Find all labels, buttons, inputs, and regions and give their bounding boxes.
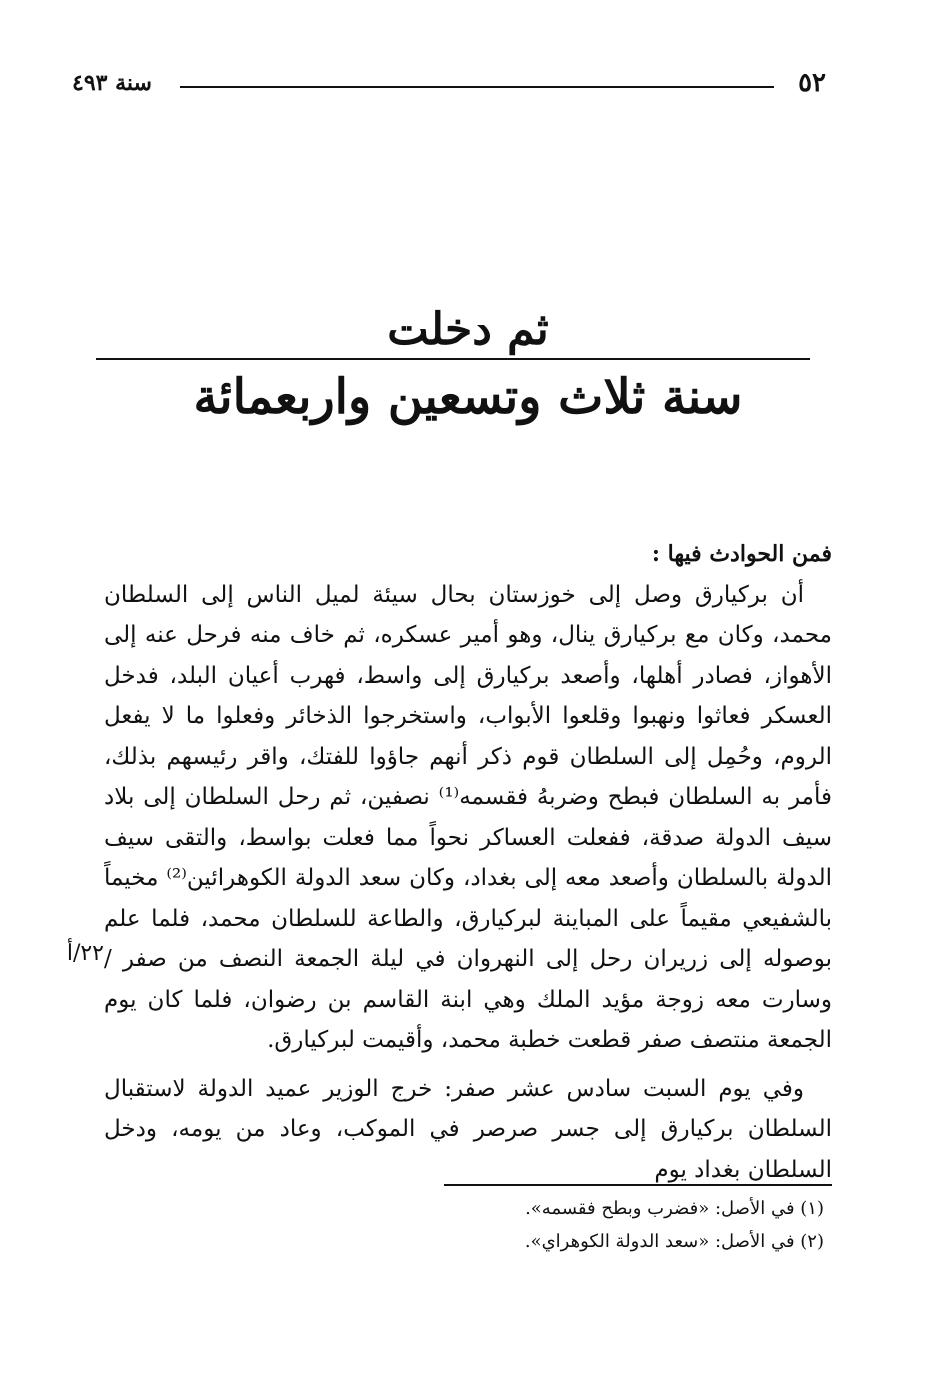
chapter-title-line2: سنة ثلاث وتسعين واربعمائة [193, 369, 743, 425]
running-title: سنة ٤٩٣ [72, 70, 152, 96]
chapter-divider [96, 358, 810, 360]
footnotes [104, 1192, 824, 1258]
page-number: ٥٢ [798, 68, 826, 98]
chapter-title-line1: ثم دخلت [387, 304, 549, 355]
footnote-1: (١) في الأصل: «فضرب وبطح فقسمه». [525, 1198, 824, 1219]
footnote-2: (٢) في الأصل: «سعد الدولة الكوهراي». [524, 1231, 824, 1252]
section-heading: فمن الحوادث فيها : [651, 541, 832, 567]
body-text [104, 534, 832, 1190]
footnote-divider [444, 1184, 832, 1186]
paragraph-1: أن بركيارق وصل إلى خوزستان بحال سيئة لميل الناس إلى السلطان محمد، وكان مع بركيارق ينال، وهو أمير عسكره، ثم خاف منه فرحل عنه إلى الأهواز، فصادر أهلها، وأصعد بركيارق إلى واسط، فهرب أعيان البلد، فدخل العسكر فعاثوا ونهبوا وقلعوا الأبواب، واستخرجوا الذخائر وفعلوا ما لا يفعل الروم، وحُمِل إلى السلطان قوم ذكر أنهم جاؤوا للفتك، واقر رئيسهم بذلك، فأمر به السلطان فبطح وضربهُ فقسمه⁽¹⁾ نصفين، ثم رحل السلطان إلى بلاد سيف الدولة صدقة، ففعلت العساكر نحواً مما فعلت بواسط، والتقى سيف الدولة بالسلطان وأصعد معه إلى بغداد، وكان سعد الدولة الكوهرائين⁽²⁾ مخيماً بالشفيعي مقيماً على المباينة لبركيارق، والطاعة للسلطان محمد، فلما علم بوصوله إلى زريران رحل إلى النهروان في ليلة الجمعة النصف من صفر / وسارت معه زوجة مؤيد الملك وهي ابنة القاسم بن رضوان، فلما كان يوم الجمعة منتصف صفر قطعت خطبة محمد، وأقيمت لبركيارق. [104, 581, 832, 1053]
header-rule [180, 86, 774, 88]
margin-folio-note: ٢٢/أ [66, 941, 104, 966]
paragraph-2: وفي يوم السبت سادس عشر صفر: خرج الوزير عميد الدولة لاستقبال السلطان بركيارق إلى جسر صرصر في الموكب، وعاد من يومه، ودخل السلطان بغداد يوم [104, 1075, 832, 1183]
running-header [72, 66, 834, 100]
